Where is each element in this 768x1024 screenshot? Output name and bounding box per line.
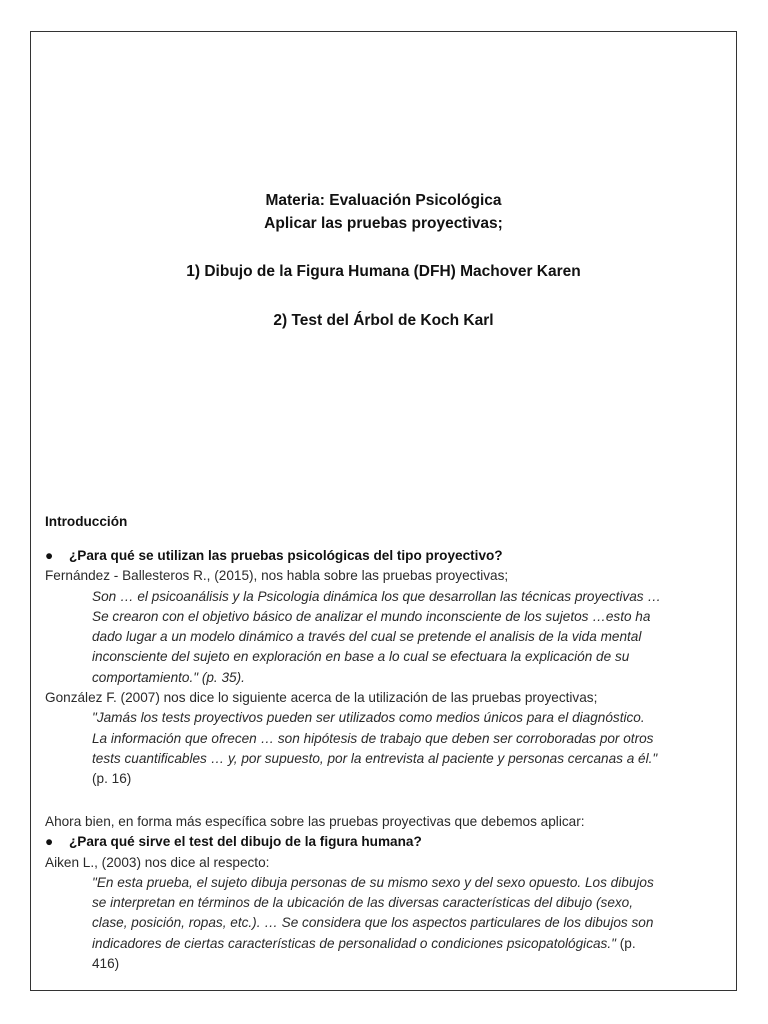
question-1 — [45, 546, 726, 566]
quote-line — [92, 934, 726, 954]
question-2-text: ¿Para qué sirve el test del dibujo de la figura humana? — [69, 834, 422, 850]
question-1-text: ¿Para qué se utilizan las pruebas psicológicas del tipo proyectivo? — [69, 548, 503, 563]
intro-heading: Introducción — [45, 514, 128, 529]
quote-line: Se crearon con el objetivo básico de analizar el mundo inconsciente de los sujetos …esto ha — [92, 608, 651, 624]
question-2 — [45, 832, 726, 852]
quote-line: Son … el psicoanálisis y la Psicologia dinámica los que desarrollan las técnicas proyectivas … — [92, 588, 661, 604]
test-item-1: 1) Dibujo de la Figura Humana (DFH) Machover Karen — [186, 263, 581, 280]
citation-fernandez: Fernández - Ballesteros R., (2015), nos habla sobre las pruebas proyectivas; — [45, 568, 509, 584]
quote-line: tests cuantificables … y, por supuesto, por la entrevista al paciente y personas cercanas a él." — [92, 750, 658, 766]
assignment-title: Aplicar las pruebas proyectivas; — [264, 215, 503, 232]
quote-line: La información que ofrecen … son hipótesis de trabajo que deben ser corroboradas por otros — [92, 730, 654, 746]
quote-line: clase, posición, ropas, etc.). … Se considera que los aspectos particulares de los dibujos son — [92, 915, 654, 931]
citation-aiken: Aiken L., (2003) nos dice al respecto: — [45, 854, 270, 870]
document-page — [30, 31, 737, 991]
quote-aiken — [45, 873, 726, 974]
quote-page-ref: (p. 16) — [92, 771, 132, 787]
bullet-icon: ● — [45, 548, 54, 563]
bullet-icon: ● — [45, 834, 54, 850]
test-item-2: 2) Test del Árbol de Koch Karl — [273, 312, 494, 329]
quote-line: dado lugar a un modelo dinámico a través del cual se pretende el analisis de la vida mental — [92, 629, 642, 645]
quote-fernandez — [45, 587, 726, 688]
intro-section — [45, 546, 726, 790]
subject-title: Materia: Evaluación Psicológica — [265, 192, 502, 209]
quote-line-italic: indicadores de ciertas características de personalidad o condiciones psicopatológicas." — [92, 935, 616, 951]
quote-line: "Jamás los tests proyectivos pueden ser utilizados como medios únicos para el diagnóstico. — [92, 710, 645, 726]
quote-line: "En esta prueba, el sujeto dibuja personas de su mismo sexo y del sexo opuesto. Los dibujos — [92, 874, 654, 890]
quote-line: comportamiento." (p. 35). — [92, 669, 245, 685]
quote-line: se interpretan en términos de la ubicación de las diversas características del dibujo (sexo, — [92, 895, 634, 911]
citation-gonzalez: González F. (2007) nos dice lo siguiente acerca de la utilización de las pruebas proyectivas; — [45, 690, 598, 706]
dfh-section — [45, 812, 726, 974]
transition-text: Ahora bien, en forma más específica sobre las pruebas proyectivas que debemos aplicar: — [45, 814, 585, 829]
quote-line: inconsciente del sujeto en exploración en base a lo cual se efectuara la explicación de su — [92, 649, 630, 665]
quote-page-ref: (p. — [615, 935, 636, 951]
quote-gonzalez — [45, 708, 726, 789]
quote-page-ref-tail: 416) — [92, 956, 120, 972]
